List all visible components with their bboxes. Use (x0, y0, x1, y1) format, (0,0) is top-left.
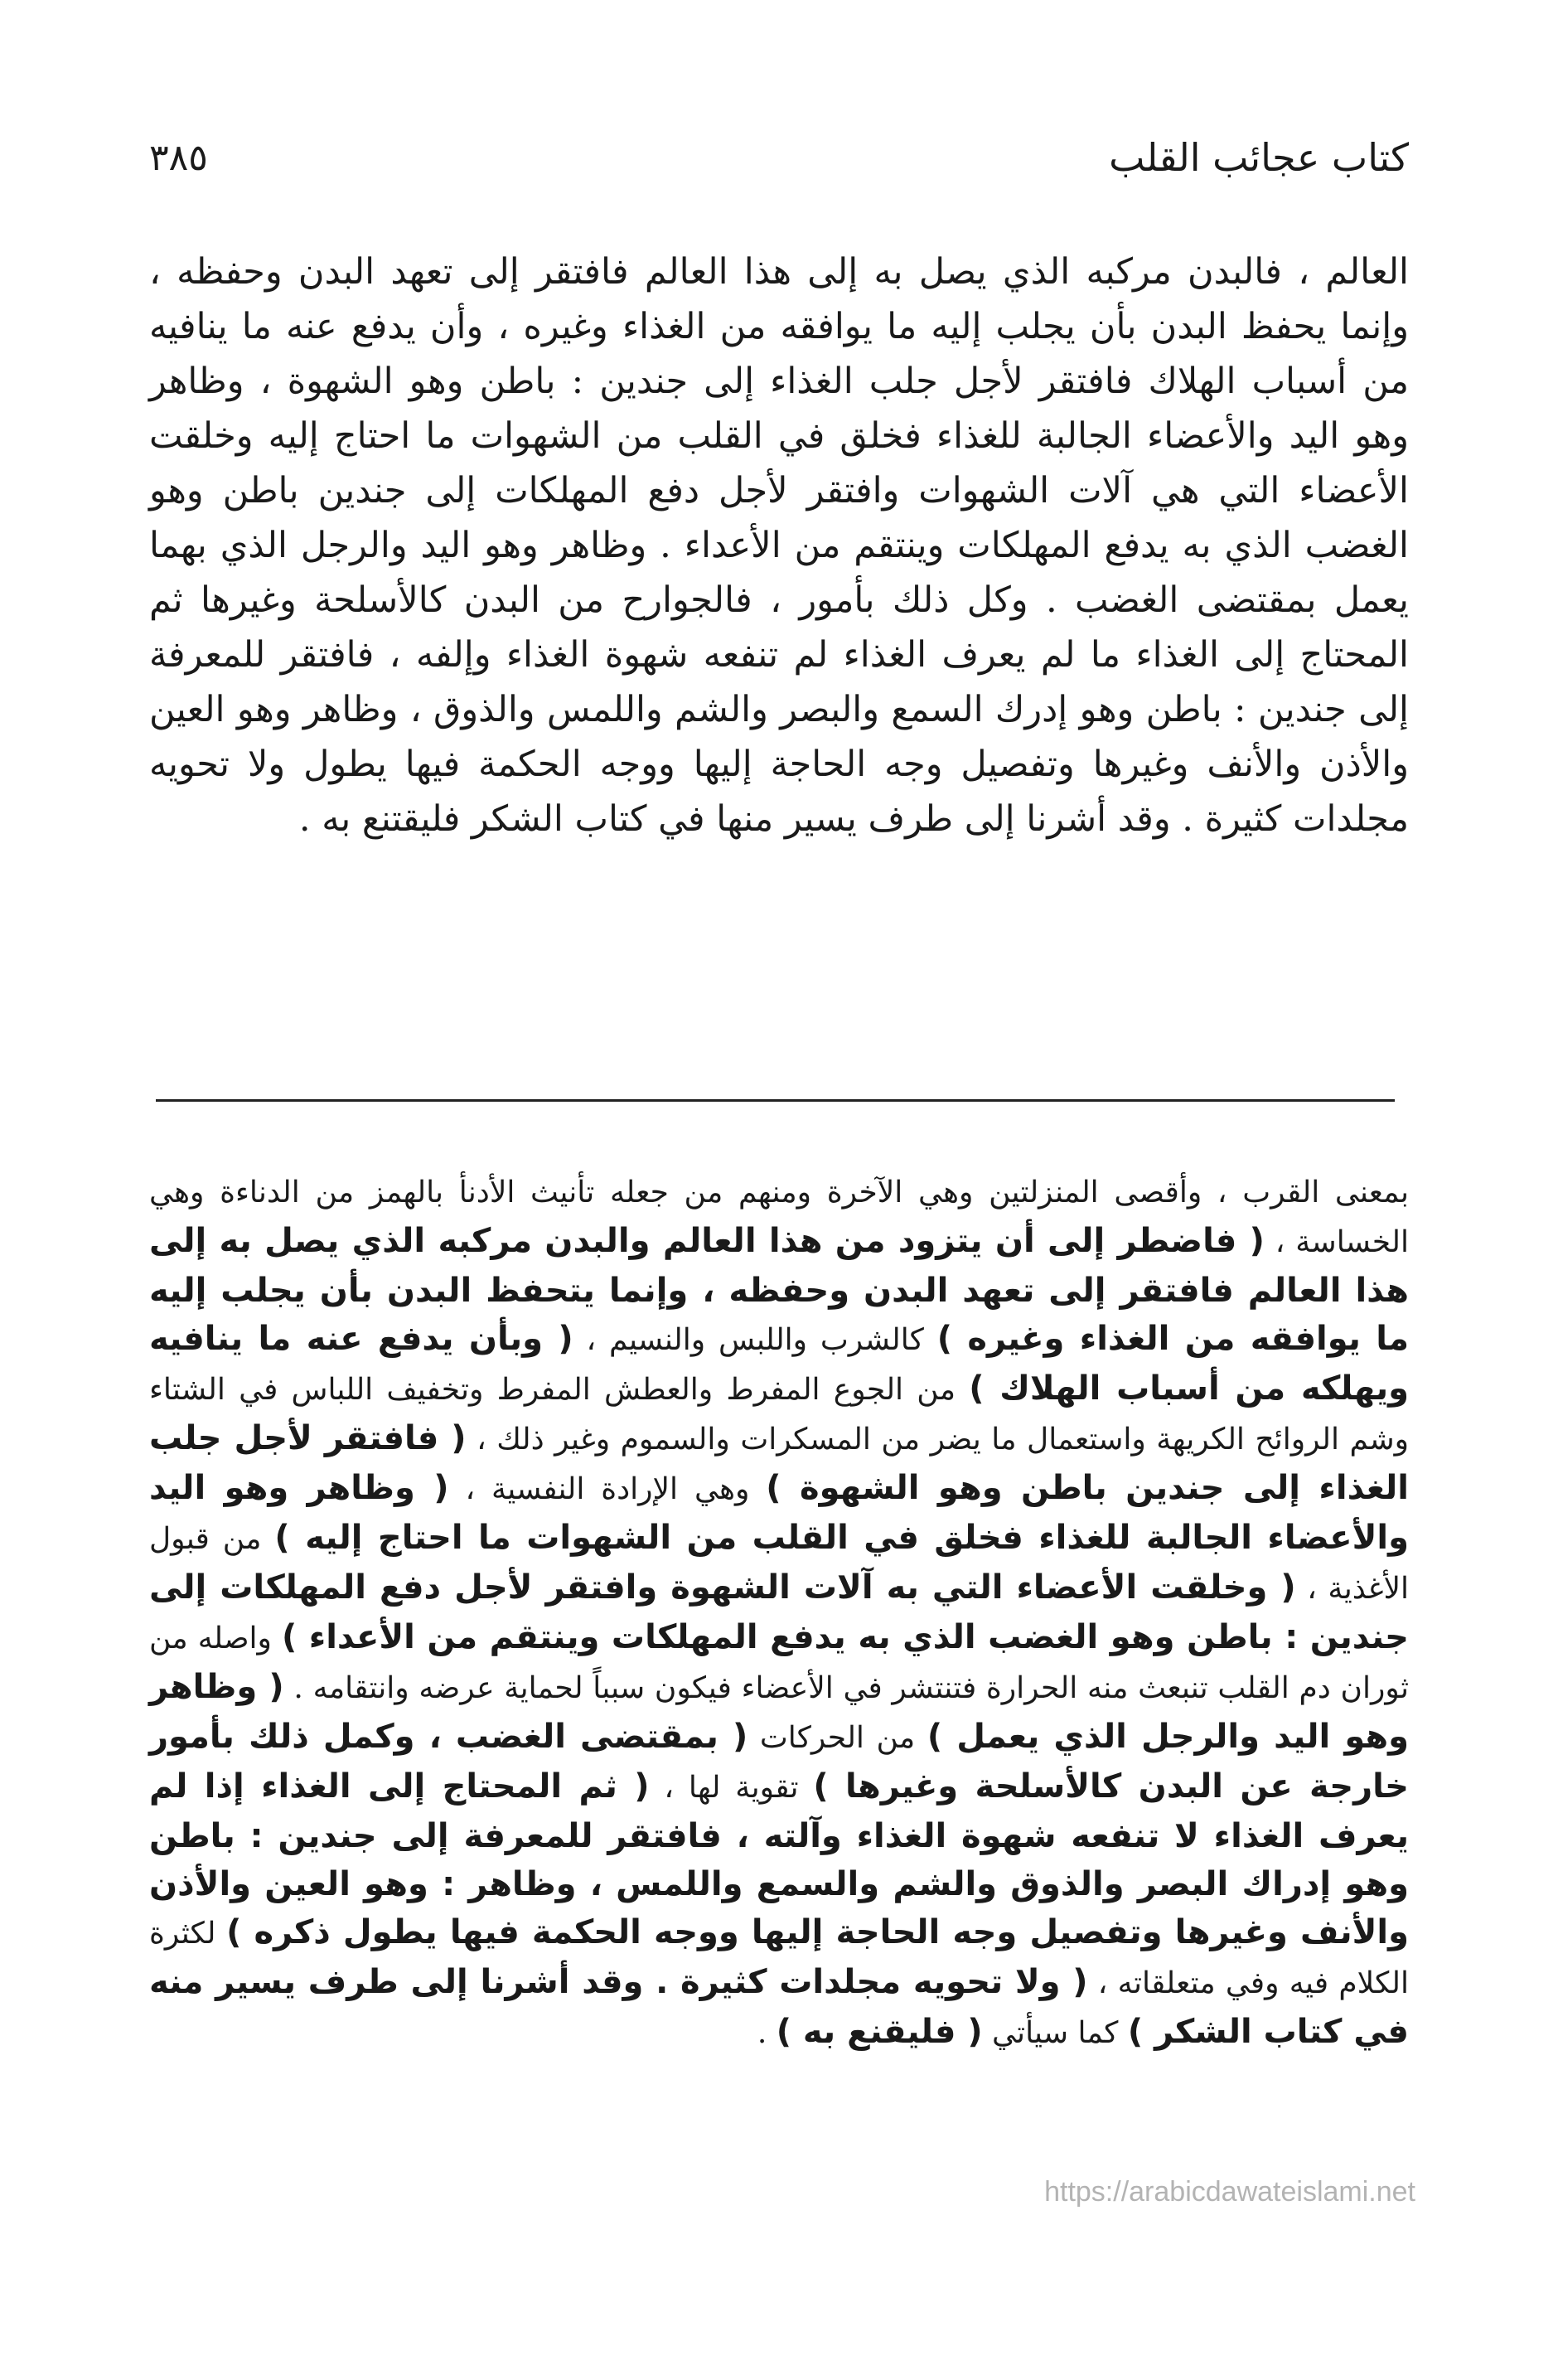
page-header (149, 124, 1409, 191)
commentary-text: من قبول الأغذية ، (149, 1522, 1409, 1606)
commentary-quote: ( فليقنع به ) (776, 2013, 983, 2051)
commentary-quote: ( ثم المحتاج إلى الغذاء إذا لم يعرف الغذاء لا تنفعه شهوة الغذاء وآلته ، فافتقر للمعرفة إلى جندين : باطن وهو إدراك البصر والذوق والشم والسمع واللمس ، وظاهر : وهو العين والأذن والأنف وغيرها وتفصيل وجه الحاجة إليها ووجه الحكمة فيها يطول ذكره ) (149, 1767, 1409, 1951)
commentary-paragraph (149, 1167, 1409, 2058)
main-paragraph: العالم ، فالبدن مركبه الذي يصل به إلى هذا العالم فافتقر إلى تعهد البدن وحفظه ، وإنما يحفظ البدن بأن يجلب إليه ما يوافقه من الغذاء وغيره ، وأن يدفع عنه ما ينافيه من أسباب الهلاك فافتقر لأجل جلب الغذاء إلى جندين : باطن وهو الشهوة ، وظاهر وهو اليد والأعضاء الجالبة للغذاء فخلق في القلب من الشهوات ما احتاج إليه وخلقت الأعضاء التي هي آلات الشهوات وافتقر لأجل دفع المهلكات إلى جندين باطن وهو الغضب الذي به يدفع المهلكات وينتقم من الأعداء . وظاهر وهو اليد والرجل الذي بهما يعمل بمقتضى الغضب . وكل ذلك بأمور ، فالجوارح من البدن كالأسلحة وغيرها ثم المحتاج إلى الغذاء ما لم يعرف الغذاء لم تنفعه شهوة الغذاء وإلفه ، فافتقر للمعرفة إلى جندين : باطن وهو إدرك السمع والبصر والشم واللمس والذوق ، وظاهر وهو العين والأذن والأنف وغيرها وتفصيل وجه الحاجة إليها ووجه الحكمة فيها يطول ولا تحويه مجلدات كثيرة . وقد أشرنا إلى طرف يسير منها في كتاب الشكر فليقتنع به . (149, 251, 1409, 840)
commentary-quote: ( بمقتضى الغضب ، وكمل ذلك بأمور خارجة عن البدن كالأسلحة وغيرها ) (149, 1718, 1409, 1806)
commentary-text: واصله من ثوران دم القلب تنبعث منه الحرارة فتنتشر في الأعضاء فيكون سبباً لحماية عرضه وانتقامه . (149, 1621, 1409, 1705)
commentary-quote: ( فاضطر إلى أن يتزود من هذا العالم والبدن مركبه الذي يصل به إلى هذا العالم فافتقر إلى تعهد البدن وحفظه ، وإنما يتحفظ البدن بأن يجلب إليه ما يوافقه من الغذاء وغيره ) (149, 1222, 1410, 1358)
commentary-quote: ( وظاهر وهو اليد والرجل الذي يعمل ) (149, 1668, 1410, 1756)
commentary-text: وهي الإرادة النفسية ، (448, 1472, 767, 1506)
watermark: https://arabicdawateislami.net (1044, 2176, 1415, 2208)
commentary-quote: ( وبأن يدفع عنه ما ينافيه ويهلكه من أسباب الهلاك ) (149, 1320, 1410, 1408)
main-text (149, 245, 1409, 846)
footnote-divider (156, 1099, 1395, 1102)
commentary-text: كالشرب واللبس والنسيم ، (573, 1323, 937, 1357)
commentary-text: لكثرة الكلام فيه وفي متعلقاته ، (149, 1917, 1409, 2000)
book-title: كتاب عجائب القلب (1109, 135, 1409, 180)
commentary-text: تقوية لها ، (649, 1771, 814, 1805)
commentary-text: من الحركات (748, 1721, 927, 1755)
commentary-quote: ( ولا تحويه مجلدات كثيرة . وقد أشرنا إلى طرف يسير منه في كتاب الشكر ) (149, 1963, 1409, 2051)
commentary-text: . (757, 2016, 777, 2050)
commentary-quote: ( وخلقت الأعضاء التي به آلات الشهوة وافتقر لأجل دفع المهلكات إلى جندين : باطن وهو الغضب الذي به يدفع المهلكات وينتقم من الأعداء ) (149, 1568, 1409, 1656)
commentary-text: من الجوع المفرط والعطش المفرط وتخفيف اللباس في الشتاء وشم الروائح الكريهة واستعمال ما يضر من المسكرات والسموم وغير ذلك ، (149, 1373, 1409, 1457)
commentary-quote: ( وظاهر وهو اليد والأعضاء الجالبة للغذاء فخلق في القلب من الشهوات ما احتاج إليه ) (149, 1469, 1409, 1557)
commentary-quote: ( فافتقر لأجل جلب الغذاء إلى جندين باطن وهو الشهوة ) (149, 1419, 1409, 1507)
commentary (149, 1167, 1409, 2058)
page-number: ٣٨٥ (149, 136, 208, 179)
commentary-text: بمعنى القرب ، وأقصى المنزلتين وهي الآخرة ومنهم من جعله تأنيث الأدنأ بالهمز من الدناءة وهي الخساسة ، (149, 1175, 1410, 1259)
commentary-text: كما سيأتي (982, 2016, 1128, 2050)
